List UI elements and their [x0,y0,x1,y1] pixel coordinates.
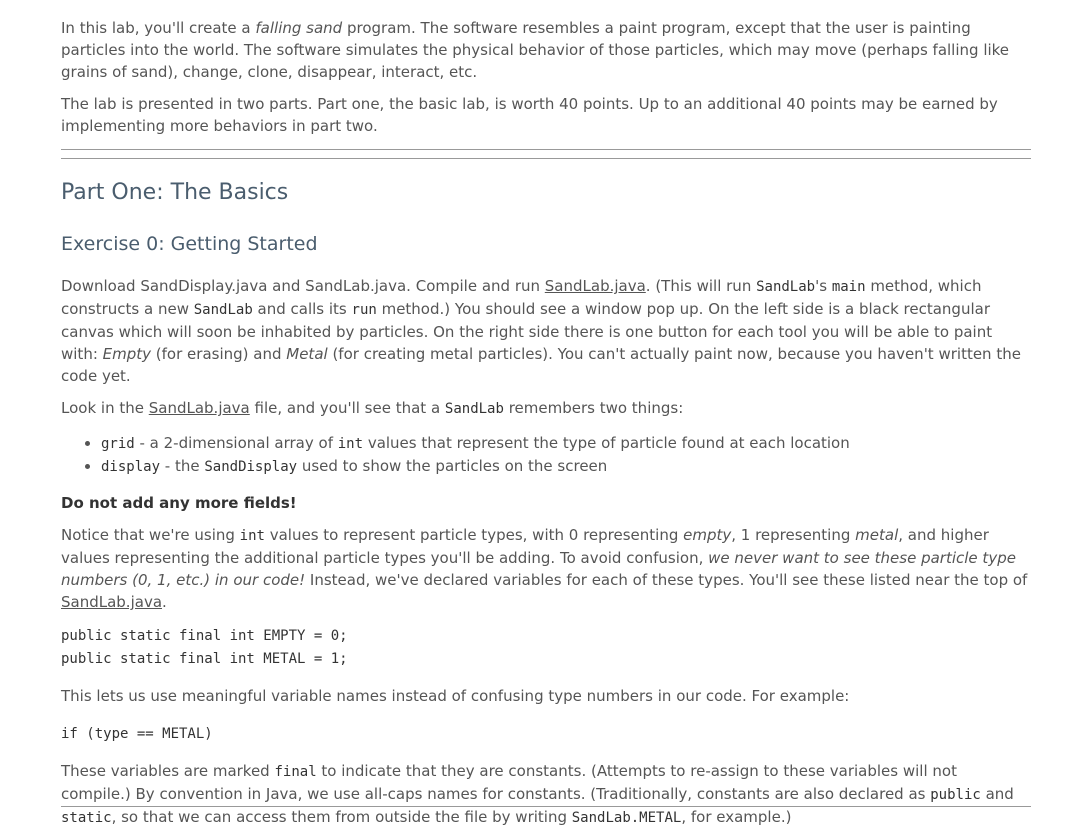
text: remembers two things: [503,399,684,417]
sandlab-java-link[interactable]: SandLab.java [544,277,646,295]
text: Download SandDisplay.java and SandLab.java. Compile and run [61,277,545,295]
inline-code: final [274,764,317,780]
text: and [980,785,1014,803]
emphasis: Empty [102,345,152,363]
intro-paragraph-1 [61,17,1031,83]
text: . (This will run [645,277,757,295]
emphasis: empty [683,526,732,544]
inline-code: int [239,528,265,544]
text: (for creating metal particles). You can't actually paint now, because you haven't written the code yet. [61,345,1021,385]
section-divider [61,806,1031,807]
section-divider [61,149,1031,150]
text: - a 2-dimensional array of [134,434,338,452]
inline-code: display [101,459,161,475]
emphasis: metal [855,526,899,544]
intro-text: In this lab, you'll create a [61,19,256,37]
look-paragraph [61,397,1031,420]
text: and calls its [252,300,352,318]
text: , and higher values representing the additional particle types you'll be adding. To avoid confusion, [61,526,989,567]
lab-content [61,17,1031,829]
part-one-heading: Part One: The Basics [61,180,289,205]
intro-paragraph-2: The lab is presented in two parts. Part one, the basic lab, is worth 40 points. Up to an additional 40 points may be earned by implementing more behaviors in part two. [61,95,998,135]
text: (for erasing) and [151,345,287,363]
text: Notice that we're using [61,526,240,544]
text: values to represent particle types, with 0 representing [264,526,684,544]
sandlab-java-link[interactable]: SandLab.java [148,399,250,417]
exercise-0-heading: Exercise 0: Getting Started [61,233,318,255]
section-divider [61,158,1031,159]
no-more-fields-warning: Do not add any more fields! [61,494,297,512]
inline-code: run [351,302,377,318]
example-intro-paragraph: This lets us use meaningful variable names instead of confusing type numbers in our code. For example: [61,687,850,705]
final-constants-paragraph [61,760,1031,829]
fields-list [61,432,1031,478]
inline-code: main [831,279,866,295]
text: to indicate that they are constants. (Attempts to re-assign to these variables will not compile.) By convention in Java, we use all-caps names for constants. (Traditionally, constants are also declared as [61,762,957,803]
inline-code: SandDisplay [204,459,298,475]
inline-code: int [337,436,364,452]
text: - the [160,457,205,475]
text: file, and you'll see that a [249,399,445,417]
falling-sand-emphasis: falling sand [255,19,343,37]
emphasis: we never want to see these particle type numbers (0, 1, etc.) in our code! [61,549,1016,589]
emphasis: Metal [286,345,328,363]
notice-paragraph [61,524,1031,613]
inline-code: SandLab [444,401,504,417]
text: , so that we can access them from outside the file by writing [111,808,572,826]
text: 's [815,277,832,295]
inline-code: SandLab.METAL [571,810,682,826]
text: . [162,593,167,611]
constants-code-block: public static final int EMPTY = 0; public static final int METAL = 1; [61,628,348,667]
list-item [101,432,1031,455]
text: used to show the particles on the screen [297,457,608,475]
text: These variables are marked [61,762,275,780]
intro-text: program. The software resembles a paint program, except that the user is painting particles into the world. The software simulates the physical behavior of those particles, which may move (perhaps falling like grains of sand), change, clone, disappear, interact, etc. [61,19,1010,81]
list-item [101,455,1031,478]
text: method, which constructs a new [61,277,982,318]
text: method.) You should see a window pop up. On the left side is a black rectangular canvas which will soon be inhabited by particles. On the right side there is one button for each tool you will be able to paint with: [61,300,993,363]
text: Instead, we've declared variables for each of these types. You'll see these listed near the top of [305,571,1028,589]
inline-code: static [61,810,112,826]
text: Look in the [61,399,149,417]
inline-code: grid [101,436,135,452]
inline-code: public [930,787,981,803]
text: , for example.) [681,808,792,826]
text: values that represent the type of particle found at each location [363,434,850,452]
text: , 1 representing [731,526,856,544]
getting-started-paragraph [61,275,1031,387]
sandlab-java-link[interactable]: SandLab.java [61,593,163,611]
inline-code: SandLab [193,302,253,318]
example-code-block: if (type == METAL) [61,726,213,742]
inline-code: SandLab [756,279,816,295]
